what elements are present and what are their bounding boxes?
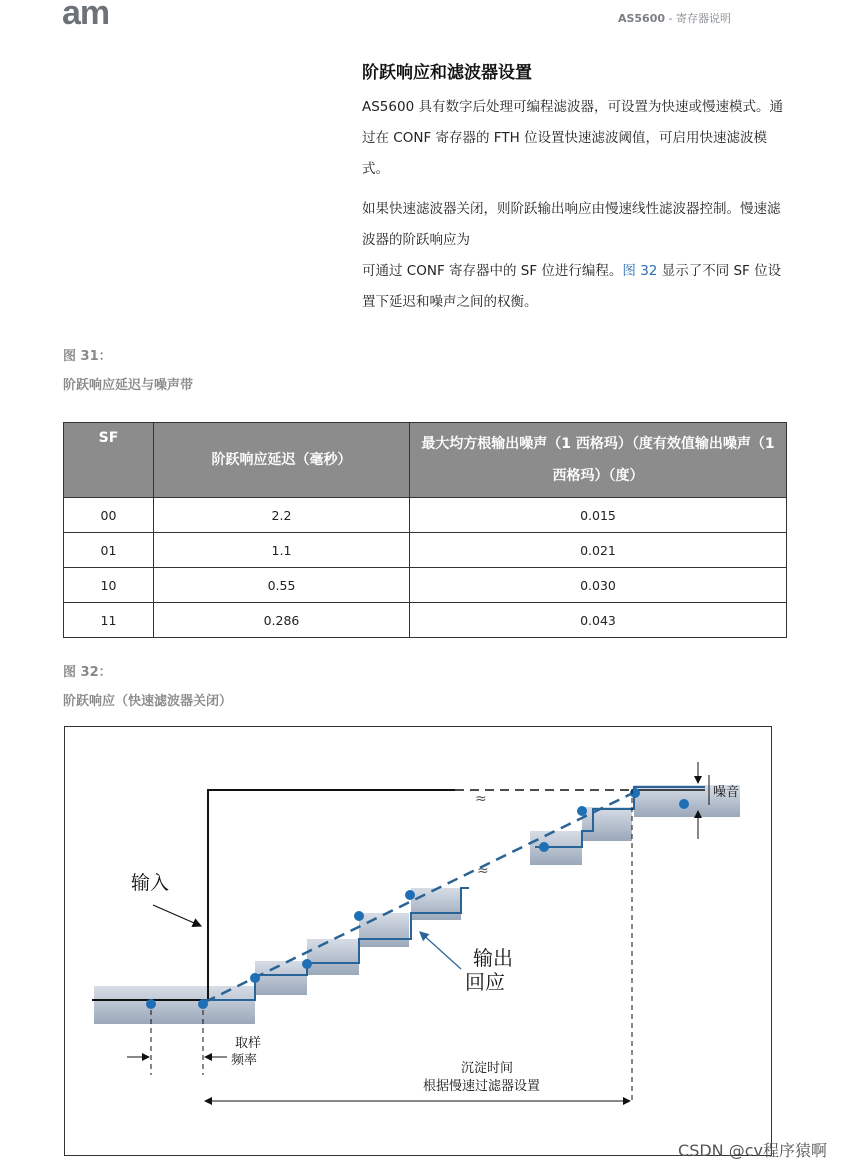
col-delay: 阶跃响应延迟（毫秒）	[154, 423, 410, 498]
cell-delay: 0.286	[154, 603, 410, 638]
table-row	[64, 568, 787, 603]
cell-noise: 0.030	[410, 568, 787, 603]
sample-dot	[146, 999, 156, 1009]
cell-noise: 0.021	[410, 533, 787, 568]
cell-delay: 0.55	[154, 568, 410, 603]
doc-id: AS5600	[617, 12, 666, 25]
noise-band	[411, 888, 461, 920]
sample-label-2: 频率	[231, 1053, 258, 1068]
noise-band	[94, 986, 255, 1024]
paragraph-2-part-a: 如果快速滤波器关闭，则阶跃输出响应由慢速线性滤波器控制。慢速滤波器的阶跃响应为	[362, 201, 781, 248]
fig31-caption: 阶跃响应延迟与噪声带	[63, 378, 194, 393]
output-arrow	[420, 932, 461, 969]
break-squiggle: ≈	[475, 791, 487, 807]
cell-noise: 0.015	[410, 498, 787, 533]
doc-title: - 寄存器说明	[665, 12, 731, 25]
cell-sf: 11	[64, 603, 154, 638]
col-noise: 最大均方根输出噪声（1 西格玛）（度有效值输出噪声（1 西格玛）（度）	[410, 423, 787, 498]
table-row	[64, 533, 787, 568]
fig31-label: 图 31：	[63, 349, 112, 364]
cell-sf: 00	[64, 498, 154, 533]
cell-sf: 10	[64, 568, 154, 603]
cell-sf: 01	[64, 533, 154, 568]
table-row	[64, 603, 787, 638]
settle-label-1: 沉淀时间	[461, 1061, 514, 1076]
sample-dot	[302, 959, 312, 969]
fig32-caption: 阶跃响应（快速滤波器关闭）	[63, 694, 233, 709]
doc-header	[618, 10, 731, 26]
section-title: 阶跃响应和滤波器设置	[362, 63, 532, 83]
paragraph-1: AS5600 具有数字后处理可编程滤波器，可设置为快速或慢速模式。通过在 CONF 寄存器的 FTH 位设置快速滤波阈值，可启用快速滤波模式。	[362, 99, 783, 177]
watermark: CSDN @cv程序猿啊	[678, 1141, 827, 1160]
company-logo: am	[62, 0, 110, 32]
step-response-diagram	[64, 726, 772, 1156]
noise-band	[255, 961, 307, 995]
paragraph-2-part-b: 可通过 CONF 寄存器中的 SF 位进行编程。	[362, 263, 623, 279]
noise-label: 噪音	[713, 785, 740, 800]
sample-dot	[198, 999, 208, 1009]
break-squiggle: ≈	[477, 863, 489, 879]
sample-dot	[405, 890, 415, 900]
table-header-row	[64, 423, 787, 498]
cell-noise: 0.043	[410, 603, 787, 638]
paragraph-2	[362, 194, 787, 318]
sample-dot	[577, 806, 587, 816]
sample-dot	[250, 973, 260, 983]
sample-dot	[354, 911, 364, 921]
sample-dot	[539, 842, 549, 852]
table-row	[64, 498, 787, 533]
cell-delay: 1.1	[154, 533, 410, 568]
fig31-table	[63, 422, 787, 638]
fig32-link[interactable]: 图 32	[622, 263, 658, 279]
step-response-svg	[65, 727, 771, 1155]
output-label-2: 回应	[465, 970, 505, 994]
col-sf: SF	[64, 423, 154, 498]
input-label: 输入	[131, 872, 170, 894]
settle-label-2: 根据慢速过滤器设置	[423, 1079, 541, 1094]
fig32-label: 图 32：	[63, 665, 112, 680]
cell-delay: 2.2	[154, 498, 410, 533]
noise-band	[582, 807, 632, 841]
paragraph-2-part-c: 显示了不同 SF 位设置下延迟和噪声之间的权衡。	[362, 263, 782, 310]
input-arrow	[153, 905, 201, 926]
sample-label-1: 取样	[235, 1036, 262, 1051]
output-label-1: 输出	[473, 946, 513, 970]
noise-band	[307, 939, 359, 975]
noise-band	[359, 913, 409, 947]
sample-dot	[679, 799, 689, 809]
